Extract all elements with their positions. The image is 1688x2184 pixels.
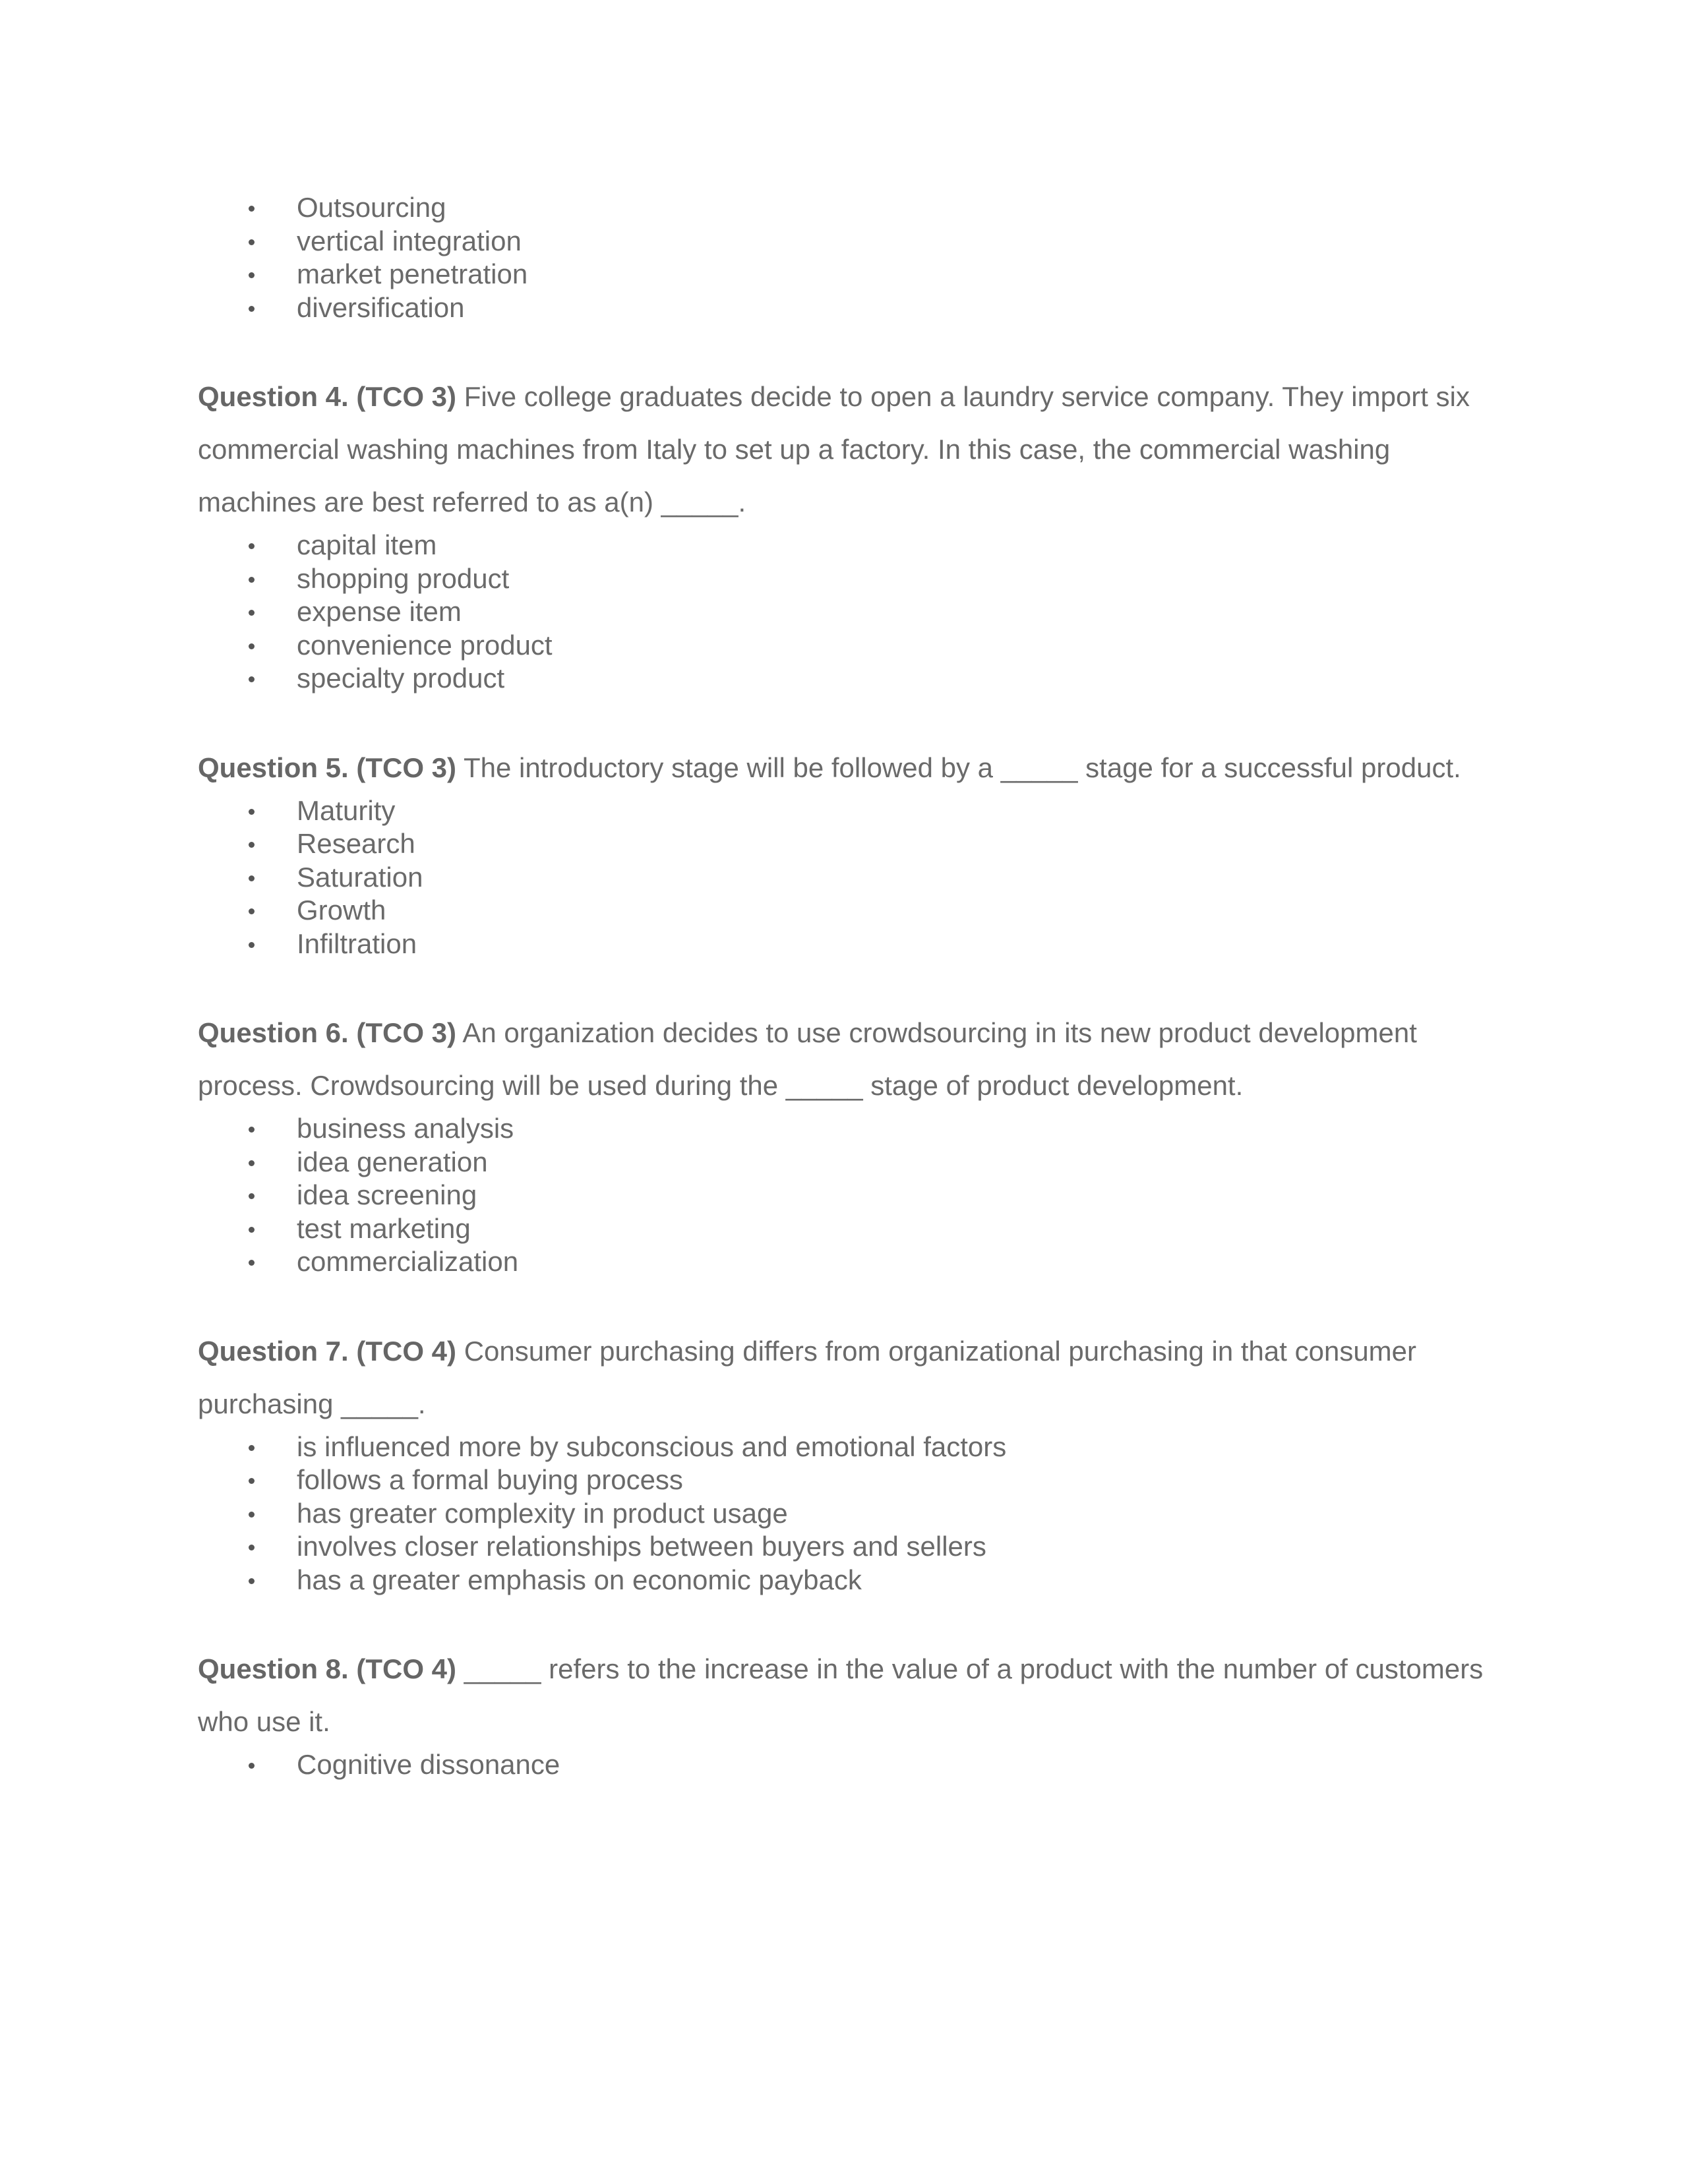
- option-item: market penetration: [198, 258, 1503, 291]
- option-item: business analysis: [198, 1112, 1503, 1146]
- question-7: [198, 1325, 1503, 1431]
- option-list: [198, 191, 1503, 324]
- option-list: [198, 1431, 1503, 1597]
- question-label: Question 4. (TCO 3): [198, 381, 457, 412]
- option-item: Saturation: [198, 861, 1503, 895]
- option-item: is influenced more by subconscious and emotional factors: [198, 1431, 1503, 1464]
- option-item: shopping product: [198, 562, 1503, 596]
- option-item: expense item: [198, 595, 1503, 629]
- question-label: Question 5. (TCO 3): [198, 752, 457, 783]
- option-item: specialty product: [198, 662, 1503, 695]
- question-text: Consumer purchasing differs from organizational purchasing in that consumer purchasing _____.: [198, 1335, 1417, 1419]
- question-text: The introductory stage will be followed by a _____ stage for a successful product.: [463, 752, 1461, 783]
- document-page: [198, 191, 1503, 1782]
- option-item: has a greater emphasis on economic payback: [198, 1564, 1503, 1597]
- option-item: vertical integration: [198, 225, 1503, 258]
- option-item: Growth: [198, 894, 1503, 928]
- option-item: Outsourcing: [198, 191, 1503, 225]
- option-item: idea generation: [198, 1146, 1503, 1179]
- option-item: Cognitive dissonance: [198, 1748, 1503, 1782]
- question-text: An organization decides to use crowdsourcing in its new product development process. Crowdsourcing will be used during the _____ stage of product development.: [198, 1017, 1417, 1101]
- option-item: follows a formal buying process: [198, 1463, 1503, 1497]
- option-item: capital item: [198, 529, 1503, 562]
- option-item: convenience product: [198, 629, 1503, 663]
- option-item: Infiltration: [198, 928, 1503, 961]
- question-label: Question 8. (TCO 4): [198, 1653, 457, 1684]
- option-list: [198, 529, 1503, 695]
- option-list: [198, 1112, 1503, 1279]
- option-item: has greater complexity in product usage: [198, 1497, 1503, 1531]
- option-item: test marketing: [198, 1212, 1503, 1246]
- option-item: Maturity: [198, 794, 1503, 828]
- question-6: [198, 1007, 1503, 1112]
- question-label: Question 7. (TCO 4): [198, 1335, 457, 1367]
- option-item: diversification: [198, 291, 1503, 325]
- option-item: commercialization: [198, 1245, 1503, 1279]
- question-label: Question 6. (TCO 3): [198, 1017, 457, 1048]
- question-5: [198, 742, 1503, 794]
- option-list: [198, 794, 1503, 961]
- option-item: involves closer relationships between buyers and sellers: [198, 1530, 1503, 1564]
- option-list: [198, 1748, 1503, 1782]
- option-item: idea screening: [198, 1179, 1503, 1212]
- option-item: Research: [198, 827, 1503, 861]
- question-8: [198, 1643, 1503, 1748]
- question-4: [198, 370, 1503, 529]
- question-text: _____ refers to the increase in the value of a product with the number of customers who use it.: [198, 1653, 1484, 1737]
- question-text: Five college graduates decide to open a laundry service company. They import six commercial washing machines from Italy to set up a factory. In this case, the commercial washing machines are best referred to as a(n) _____.: [198, 381, 1470, 517]
